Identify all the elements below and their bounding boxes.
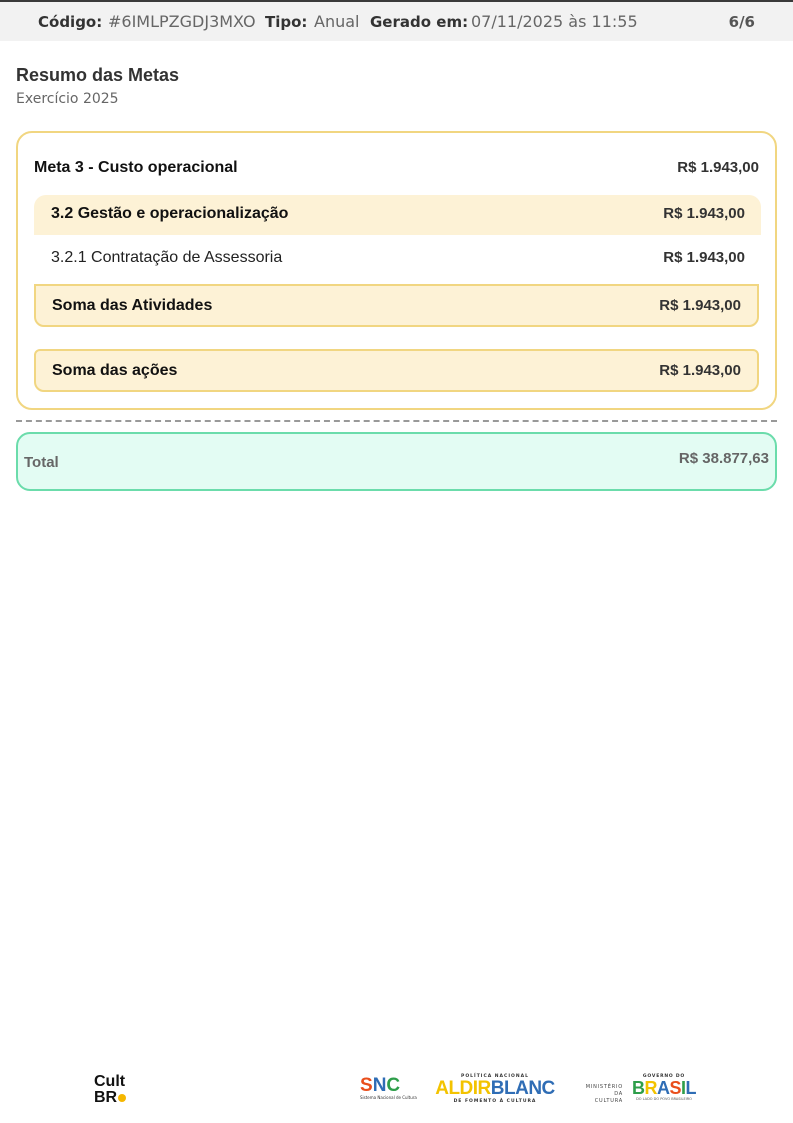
meta-title: Meta 3 - Custo operacional — [34, 159, 238, 176]
ministerio-cultura-logo: MINISTÉRIO DA CULTURA — [585, 1084, 623, 1104]
soma-acoes-amount: R$ 1.943,00 — [659, 362, 741, 379]
tipo-label: Tipo: — [265, 13, 308, 31]
acao-title: 3.2 Gestão e operacionalização — [51, 205, 289, 222]
aldir-blanc-wordmark: ALDIRBLANC — [435, 1078, 555, 1099]
meta-card — [16, 131, 777, 410]
section-subtitle: Exercício 2025 — [16, 91, 119, 107]
brasil-wordmark: BRASIL — [631, 1078, 697, 1098]
soma-atividades-label: Soma das Atividades — [52, 297, 213, 314]
atividade-title: 3.2.1 Contratação de Assessoria — [51, 249, 283, 266]
report-header-bar — [0, 0, 793, 41]
cultbr-logo: Cult BR — [94, 1073, 126, 1106]
section-title: Resumo das Metas — [16, 65, 180, 85]
acao-row — [34, 195, 761, 235]
cultbr-dot-icon — [118, 1094, 126, 1102]
meta-header-row — [34, 159, 759, 183]
total-amount: R$ 38.877,63 — [678, 450, 769, 467]
soma-acoes-label: Soma das ações — [52, 362, 178, 379]
total-card — [16, 432, 777, 491]
footer-logos — [0, 1068, 793, 1113]
tipo-value: Anual — [314, 12, 360, 31]
meta-amount: R$ 1.943,00 — [677, 159, 759, 176]
soma-acoes-row — [34, 349, 759, 392]
snc-logo: SNC Sistema Nacional de Cultura — [360, 1075, 417, 1100]
governo-brasil-logo: GOVERNO DO BRASIL DO LADO DO POVO BRASILEIRO — [631, 1074, 697, 1101]
aldir-blanc-logo: POLÍTICA NACIONAL ALDIRBLANC DE FOMENTO À CULTURA — [430, 1074, 560, 1108]
total-label: Total — [24, 454, 59, 471]
soma-atividades-amount: R$ 1.943,00 — [659, 297, 741, 314]
soma-atividades-row — [34, 284, 759, 327]
gerado-value: 07/11/2025 às 11:55 — [471, 12, 638, 31]
page-number: 6/6 — [728, 13, 755, 31]
atividade-amount: R$ 1.943,00 — [663, 249, 745, 266]
codigo-value: #6IMLPZGDJ3MXO — [108, 12, 256, 31]
acao-amount: R$ 1.943,00 — [663, 205, 745, 222]
codigo-label: Código: — [38, 13, 103, 31]
atividade-row — [34, 237, 761, 281]
gerado-label: Gerado em: — [370, 13, 469, 31]
section-divider — [16, 420, 777, 422]
